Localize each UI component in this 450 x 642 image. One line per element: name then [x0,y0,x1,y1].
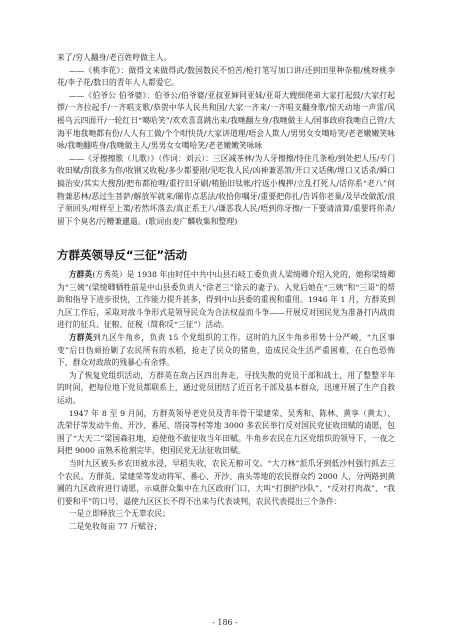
paragraph: 方群英到九区牛角乡，负责 15 个党组织的工作。这时的九区牛角乡形势十分严峻，“九区事变”后日伪顽抬剿了农民所有的水稻，抢走了民众的猪鱼，造成民众生活严重困难，在白色恐怖下，群众对政敌的残暴心有余悸。 [57,332,395,368]
poem-section [57,52,395,228]
paragraph: 1947 年 8 至 9 月间，方群英领导老党员及青年骨干梁建荣、吴秀和、陈林、黄享（黄太）、冼荣仔等发动牛角、开沙、番尾、塔岗等村等地 3000 多农民举行反对国民党征收田赋的请愿，包围了“大天二”梁国森驻地，迫使他不敢征收当年田赋。牛角乡农民在九区党组织的领导下，一夜之间把 9000 亩熟禾抢割完毕，使国民党无法征收田赋。 [57,408,395,456]
list-item: 一是立即释放三个无辜农民； [68,509,171,519]
page-number: - 186 - [212,618,238,627]
poem-line-continuation: 来了/穷人翻身/老百姓哼做主人。 [57,53,172,62]
poem-boyegong: ——《伯爷公 伯爷婆》：伯爷公/伯爷婆/亚叔亚婶同亚妹/亚哥大嫂细佬弟大家打起鼓/大家打起锣/一齐拉起手/一齐唱支歌/恭贺中华人民共和国/大家一齐来/一齐唱支翻身歌/惊天动地一声雷/风摇乌云四面开/一轮红日“噶哈笑”/欢欢喜喜跳出来/我哋翻左身/我哋做主人/国事政府我哋自己管/大海平地我哋都有份/人人有工做/个个咁快货/大家讲道理/唔会人欺人/男男女女噶哈笑/老老嫩嫩笑咏咏/我哋翻咗身/我哋做主人/男男女女噶哈笑/老老嫩嫩笑咏咏 [57,90,395,151]
paragraph: 当时九区被头乡农田被水浸，早稻失收，农民无粮可交。“大刀林”派爪牙到低沙村强行抓去三个农民。方群英、梁建荣等发动将军、番心、开沙、南头等地的农民群众约 2000 人，分两路到黄圃的九区政府进行请愿，示威群众集中在九区政府门口，大叫“打倒护沙队”、“反对打肉战”、“我们要和平”的口号，逼使九区区长不得不出来与代表谈判，农民代表提出三个条件： [57,458,395,506]
body-section [57,269,395,533]
bold-name: 方群英 [68,332,93,342]
bold-name: 方群英 [68,270,93,279]
section-title: 方群英领导反“三征”活动 [57,248,188,262]
paragraph: 方群英(方秀英）是 1938 年由时任中共中山县石岐工委负责人梁绮卿介绍入党的，她称梁绮卿为“三姨”(梁绮卿牺牲前是中山县委负责人“徐老三”徐云的妻子)。入党后她在“三姨”和“三哥”的帮助和指导下进步很快，工作能力提升甚多，得到中山县委的重视和重用。1946 年 1 月，方群英到九区工作后，采取对敌斗争形式是领导民众为合法权益而斗争——开展反对国民党为准备打内战而进行的征兵、征粮、征税（简称反“三征”）活动。 [57,270,396,330]
paragraph: 为了恢复党组织活动，方群英在敌占区四出奔走，寻找失散的党员干部和战士，用了整整半年的时间，把每位地下党员都联系上，通过党员团结了近百名干部及基本群众，迅速开展了生产自救运动。 [57,370,395,405]
poem-taolihua: ——《桃李花》：做得文来做得武/数国数民不怕苦/枪打笔写加口讲/还到田里种杂粮/桃呀桃李花/李子花/数日的青年人人都爱它。 [57,65,395,88]
list-item: 二是免收每亩 77 斤赋谷； [68,521,162,531]
poem-yacaca: ——《牙擦擦歌（儿歌）》（作词：刘云）：三区减茶林/为人牙擦擦/恃住几条枪/到处把人压/专门收田赋/刮我多为你/收钢又收税/多少都要剐/见吃我人民/凶神兼恶煞/开口又话佛/埋口又话杀/瞬口搞治安/其实大搜刮/把布都抢哩/重拧旧牙刷/稍胎旧钛帐/拧返小槐押/立乱打死人/话你系“老八”何物兼恶林/恶过生菩萨/解放军就来/睇你点恶法/收拾你嘱牙/重要把你扎/告诉你老巢/及早改做派/浪子须回头/咁样至上策/若然坏落去/真正系王八/谦恶我人民/唔到你牙擦/一下要请清算/重要将你杀/留下个臭名/污糟兼邋遢。(歌词由麦广麟收集和整理) [57,153,395,226]
